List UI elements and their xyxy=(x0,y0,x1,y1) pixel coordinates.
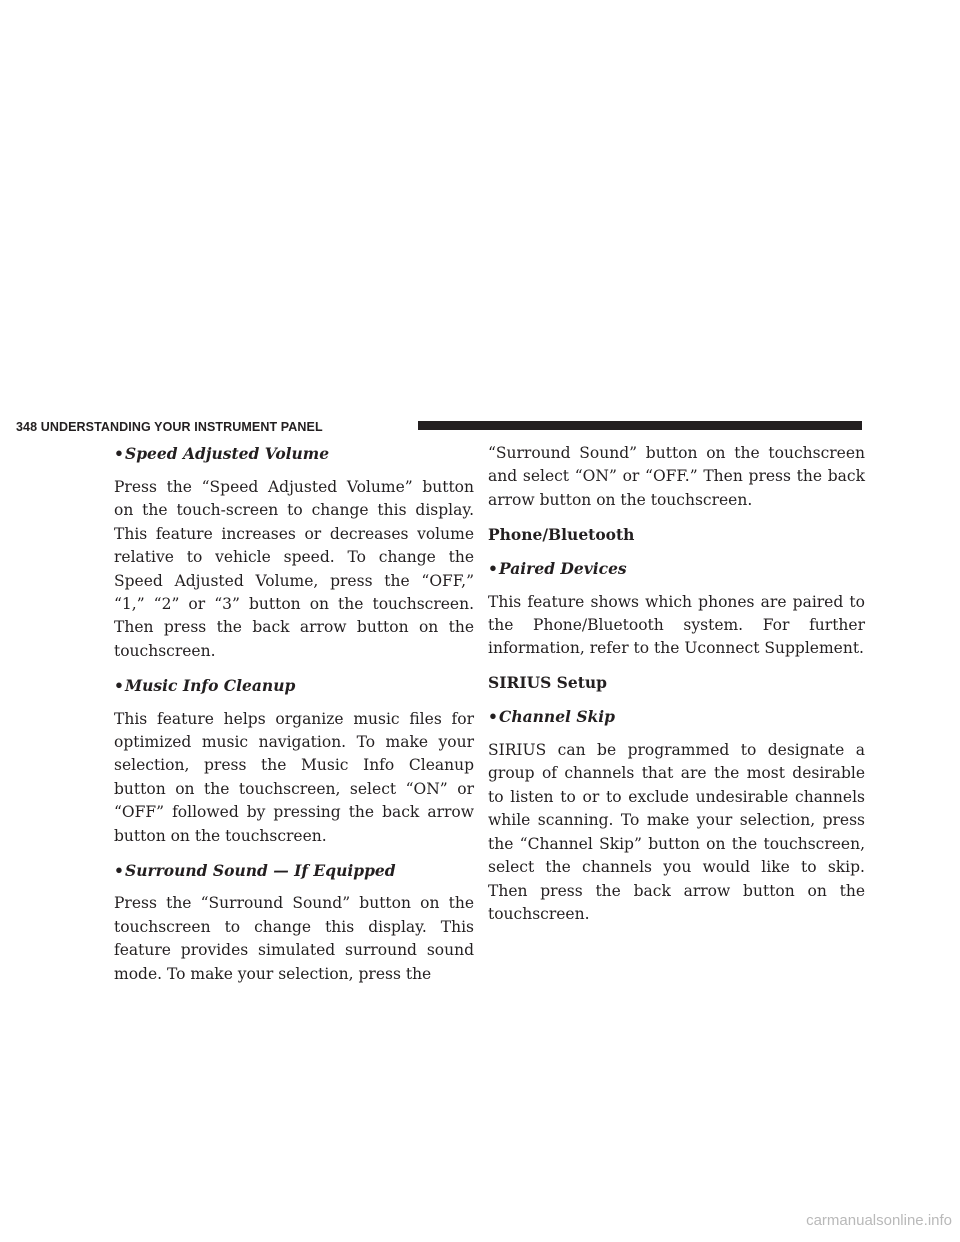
bullet-label: Channel Skip xyxy=(499,707,615,727)
left-column xyxy=(114,442,474,997)
bullet-surround-sound xyxy=(114,859,474,882)
page-number-section-title: 348 UNDERSTANDING YOUR INSTRUMENT PANEL xyxy=(16,420,323,434)
paragraph-speed-adjusted-volume: Press the “Speed Adjusted Volume” button on the touch-screen to change this display. This feature increases or decreases volume relative to vehicle speed. To change the Speed Adjusted Volume, press the “OFF,” “1,” “2” or “3” button on the touchscreen. Then press the back arrow button on the touchscreen. xyxy=(114,477,474,660)
header-rule xyxy=(418,421,862,430)
bullet-icon: • xyxy=(488,707,498,727)
bullet-label: Speed Adjusted Volume xyxy=(125,444,330,463)
bullet-label: Surround Sound — If Equipped xyxy=(125,860,396,880)
paragraph-paired-devices: This feature shows which phones are paired to the Phone/Bluetooth system. For further information, refer to the Uconnect Supplement. xyxy=(488,592,865,658)
heading-sirius-setup: SIRIUS Setup xyxy=(488,673,608,693)
bullet-channel-skip xyxy=(488,705,865,728)
right-column xyxy=(488,442,865,937)
paragraph-surround-sound: Press the “Surround Sound” button on the touchscreen to change this display. This feature provides simulated surround sound mode. To make your selection, press the xyxy=(114,894,474,983)
bullet-speed-adjusted-volume xyxy=(114,442,474,465)
bullet-label: Music Info Cleanup xyxy=(125,675,296,695)
heading-phone-bluetooth: Phone/Bluetooth xyxy=(488,524,635,544)
bullet-label: Paired Devices xyxy=(499,558,627,578)
bullet-icon: • xyxy=(488,558,498,578)
page-header xyxy=(16,418,862,436)
paragraph-music-info-cleanup: This feature helps organize music files for optimized music navigation. To make your selection, press the Music Info Cleanup button on the touchscreen, select “ON” or “OFF” followed by pressing the back arrow button on the touchscreen. xyxy=(114,709,474,845)
watermark: carmanualsonline.info xyxy=(806,1212,952,1229)
bullet-icon: • xyxy=(114,860,124,880)
bullet-icon: • xyxy=(114,675,124,695)
bullet-paired-devices xyxy=(488,557,865,580)
bullet-music-info-cleanup xyxy=(114,674,474,697)
bullet-icon: • xyxy=(114,444,124,463)
paragraph-channel-skip: SIRIUS can be programmed to designate a group of channels that are the most desirable to listen to or to exclude undesirable channels while scanning. To make your selection, press the “Channel Skip” button on the touchscreen, select the channels you would like to skip. Then press the back arrow button on the touchscreen. xyxy=(488,741,865,923)
paragraph-surround-sound-continued: “Surround Sound” button on the touchscreen and select “ON” or “OFF.” Then press the back arrow button on the touchscreen. xyxy=(488,444,865,509)
